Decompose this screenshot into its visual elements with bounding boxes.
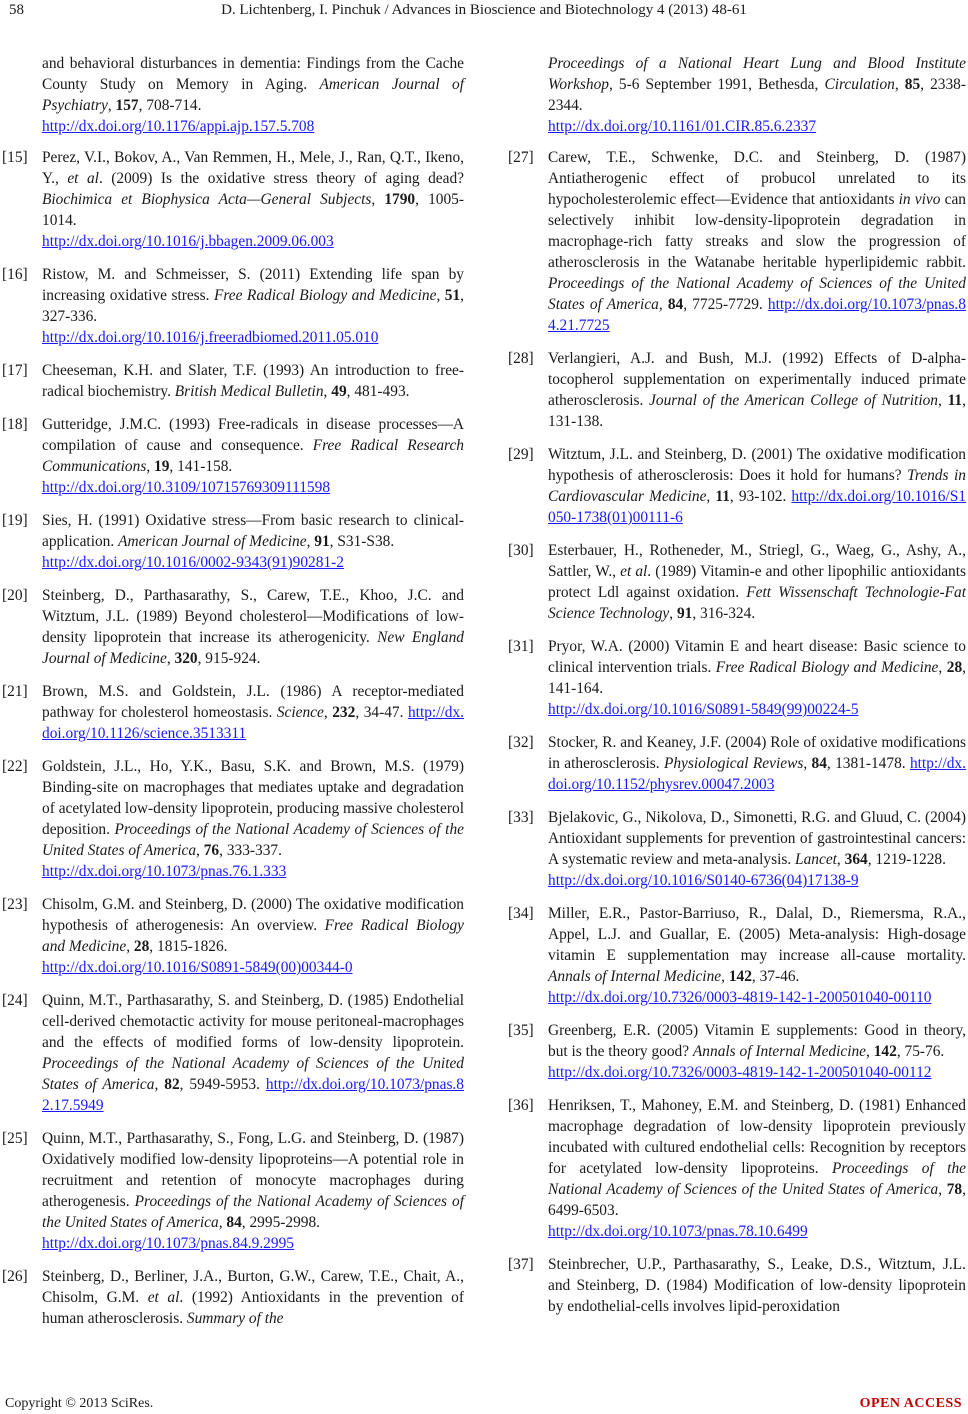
reference-25: [25] Quinn, M.T., Parthasarathy, S., Fong, L.G. and Steinberg, D. (1987) Oxidatively modified low-density lipoproteins—A potential role in recruitment and retention of monocyte macrophages during atherogenesis. Proceedings of the National Academy of Sciences of the United States of America, 84, 2995-2998. http://dx.doi.org/10.1073/pnas.84.9.2995 xyxy=(2,1130,464,1252)
copyright-notice: Copyright © 2013 SciRes. xyxy=(5,1396,154,1411)
reference-number: [28] xyxy=(508,350,534,367)
doi-link[interactable]: http://dx.doi.org/10.7326/0003-4819-142-1-200501040-00112 xyxy=(548,1064,932,1081)
reference-number: [31] xyxy=(508,638,534,655)
reference-20: [20] Steinberg, D., Parthasarathy, S., Carew, T.E., Khoo, J.C. and Witztum, J.L. (1989) Beyond cholesterol—Modifications of low-density lipoprotein that increase its atherogenicity. New England Journal of Medicine, 320, 915-924. xyxy=(2,587,464,667)
reference-number: [16] xyxy=(2,266,28,283)
doi-link[interactable]: http://dx.doi.org/10.1016/j.bbagen.2009.06.003 xyxy=(42,233,334,250)
reference-column-right xyxy=(508,53,966,1329)
reference-number: [30] xyxy=(508,542,534,559)
reference-15: [15] Perez, V.I., Bokov, A., Van Remmen, H., Mele, J., Ran, Q.T., Ikeno, Y., et al. (2009) Is the oxidative stress theory of aging dead? Biochimica et Biophysica Acta—General Subjects, 1790, 1005-1014. http://dx.doi.org/10.1016/j.bbagen.2009.06.003 xyxy=(2,149,464,250)
doi-link[interactable]: http://dx.doi.org/10.1176/appi.ajp.157.5.708 xyxy=(42,118,315,135)
reference-number: [19] xyxy=(2,512,28,529)
open-access-label: OPEN ACCESS xyxy=(859,1396,962,1411)
reference-number: [24] xyxy=(2,992,28,1009)
reference-number: [25] xyxy=(2,1130,28,1147)
doi-link[interactable]: http://dx.doi.org/10.1016/S0140-6736(04)17138-9 xyxy=(548,872,859,889)
doi-link[interactable]: http://dx.doi.org/10.1073/pnas.84.9.2995 xyxy=(42,1235,294,1252)
reference-33: [33] Bjelakovic, G., Nikolova, D., Simonetti, R.G. and Gluud, C. (2004) Antioxidant supplements for prevention of gastrointestinal cancers: A systematic review and meta-analysis. Lancet, 364, 1219-1228. http://dx.doi.org/10.1016/S0140-6736(04)17138-9 xyxy=(508,809,966,889)
reference-21: [21] Brown, M.S. and Goldstein, J.L. (1986) A receptor-mediated pathway for cholesterol homeostasis. Science, 232, 34-47. http://dx.doi.org/10.1126/science.3513311 xyxy=(2,683,464,742)
reference-23: [23] Chisolm, G.M. and Steinberg, D. (2000) The oxidative modification hypothesis of atherogenesis: An overview. Free Radical Biology and Medicine, 28, 1815-1826. http://dx.doi.org/10.1016/S0891-5849(00)00344-0 xyxy=(2,896,464,976)
reference-19: [19] Sies, H. (1991) Oxidative stress—From basic research to clinical-application. American Journal of Medicine, 91, S31-S38. http://dx.doi.org/10.1016/0002-9343(91)90281-2 xyxy=(2,512,464,571)
reference-number: [36] xyxy=(508,1097,534,1114)
reference-number: [34] xyxy=(508,905,534,922)
reference-number: [22] xyxy=(2,758,28,775)
reference-30: [30] Esterbauer, H., Rotheneder, M., Striegl, G., Waeg, G., Ashy, A., Sattler, W., et al. (1989) Vitamin-e and other lipophilic antioxidants protect Ldl against oxidation. Fett Wissenschaft Technologie-Fat Science Technology, 91, 316-324. xyxy=(508,542,966,622)
doi-link[interactable]: http://dx.doi.org/10.1016/S0891-5849(99)00224-5 xyxy=(548,701,859,718)
reference-number: [29] xyxy=(508,446,534,463)
reference-number: [33] xyxy=(508,809,534,826)
reference-continued: Proceedings of a National Heart Lung and Blood Institute Workshop, 5-6 September 1991, Bethesda, Circulation, 85, 2338-2344. http://dx.doi.org/10.1161/01.CIR.85.6.2337 xyxy=(548,55,966,135)
reference-29: [29] Witztum, J.L. and Steinberg, D. (2001) The oxidative modification hypothesis of atherosclerosis: Does it hold for humans? Trends in Cardiovascular Medicine, 11, 93-102. http://dx.doi.org/10.1016/S1050-1738(01)00111-6 xyxy=(508,446,966,526)
reference-number: [15] xyxy=(2,149,28,166)
reference-27: [27] Carew, T.E., Schwenke, D.C. and Steinberg, D. (1987) Antiatherogenic effect of probucol unrelated to its hypocholesterolemic effect—Evidence that antioxidants in vivo can selectively inhibit low-density-lipoprotein degradation in macrophage-rich fatty streaks and slow the progression of atherosclerosis in the Watanabe heritable hyperlipidemic rabbit. Proceedings of the National Academy of Sciences of the United States of America, 84, 7725-7729. http://dx.doi.org/10.1073/pnas.84.21.7725 xyxy=(508,149,966,334)
reference-31: [31] Pryor, W.A. (2000) Vitamin E and heart disease: Basic science to clinical intervention trials. Free Radical Biology and Medicine, 28, 141-164. http://dx.doi.org/10.1016/S0891-5849(99)00224-5 xyxy=(508,638,966,718)
doi-link[interactable]: http://dx.doi.org/10.1016/0002-9343(91)90281-2 xyxy=(42,554,344,571)
doi-link[interactable]: http://dx.doi.org/10.7326/0003-4819-142-1-200501040-00110 xyxy=(548,989,932,1006)
doi-link[interactable]: http://dx.doi.org/10.1073/pnas.78.10.6499 xyxy=(548,1223,808,1240)
doi-link[interactable]: http://dx.doi.org/10.1073/pnas.82.17.5949 xyxy=(42,1076,464,1114)
reference-number: [32] xyxy=(508,734,534,751)
reference-column-left xyxy=(2,53,464,1341)
reference-18: [18] Gutteridge, J.M.C. (1993) Free-radicals in disease processes—A compilation of cause and consequence. Free Radical Research Communications, 19, 141-158. http://dx.doi.org/10.3109/10715769309111598 xyxy=(2,416,464,496)
reference-number: [18] xyxy=(2,416,28,433)
reference-number: [21] xyxy=(2,683,28,700)
reference-number: [35] xyxy=(508,1022,534,1039)
doi-link[interactable]: http://dx.doi.org/10.1073/pnas.76.1.333 xyxy=(42,863,287,880)
reference-37: [37] Steinbrecher, U.P., Parthasarathy, S., Leake, D.S., Witztum, J.L. and Steinberg, D. (1984) Modification of low-density lipoprotein by endothelial-cells involves lipid-peroxidation xyxy=(508,1256,966,1315)
doi-link[interactable]: http://dx.doi.org/10.1152/physrev.00047.2003 xyxy=(548,755,966,793)
reference-28: [28] Verlangieri, A.J. and Bush, M.J. (1992) Effects of D-alpha-tocopherol supplementation on experimentally induced primate atherosclerosis. Journal of the American College of Nutrition, 11, 131-138. xyxy=(508,350,966,430)
reference-34: [34] Miller, E.R., Pastor-Barriuso, R., Dalal, D., Riemersma, R.A., Appel, L.J. and Guallar, E. (2005) Meta-analysis: High-dosage vitamin E supplementation may increase all-cause mortality. Annals of Internal Medicine, 142, 37-46. http://dx.doi.org/10.7326/0003-4819-142-1-200501040-00110 xyxy=(508,905,966,1006)
page-header xyxy=(0,0,968,24)
page-number: 58 xyxy=(9,2,24,18)
reference-24: [24] Quinn, M.T., Parthasarathy, S. and Steinberg, D. (1985) Endothelial cell-derived chemotactic activity for mouse peritoneal-macrophages and the effects of modified forms of low-density lipoprotein. Proceedings of the National Academy of Sciences of the United States of America, 82, 5949-5953. http://dx.doi.org/10.1073/pnas.82.17.5949 xyxy=(2,992,464,1114)
reference-number: [20] xyxy=(2,587,28,604)
doi-link[interactable]: http://dx.doi.org/10.1016/j.freeradbiomed.2011.05.010 xyxy=(42,329,379,346)
doi-link[interactable]: http://dx.doi.org/10.1126/science.3513311 xyxy=(42,704,464,742)
reference-36: [36] Henriksen, T., Mahoney, E.M. and Steinberg, D. (1981) Enhanced macrophage degradation of low-density lipoprotein previously incubated with cultured endothelial cells: Recognition by receptors for acetylated low-density lipoproteins. Proceedings of the National Academy of Sciences of the United States of America, 78, 6499-6503. http://dx.doi.org/10.1073/pnas.78.10.6499 xyxy=(508,1097,966,1240)
page-footer xyxy=(0,1394,968,1414)
reference-17: [17] Cheeseman, K.H. and Slater, T.F. (1993) An introduction to free-radical biochemistry. British Medical Bulletin, 49, 481-493. xyxy=(2,362,464,400)
reference-number: [23] xyxy=(2,896,28,913)
doi-link[interactable]: http://dx.doi.org/10.1073/pnas.84.21.7725 xyxy=(548,296,966,334)
reference-number: [26] xyxy=(2,1268,28,1285)
doi-link[interactable]: http://dx.doi.org/10.1161/01.CIR.85.6.2337 xyxy=(548,118,817,135)
doi-link[interactable]: http://dx.doi.org/10.1016/S0891-5849(00)00344-0 xyxy=(42,959,353,976)
reference-26: [26] Steinberg, D., Berliner, J.A., Burton, G.W., Carew, T.E., Chait, A., Chisolm, G.M. et al. (1992) Antioxidants in the prevention of human atherosclerosis. Summary of the xyxy=(2,1268,464,1327)
doi-link[interactable]: http://dx.doi.org/10.1016/S1050-1738(01)00111-6 xyxy=(548,488,966,526)
reference-number: [17] xyxy=(2,362,28,379)
reference-continued: and behavioral disturbances in dementia: Findings from the Cache County Study on Memory in Aging. American Journal of Psychiatry, 157, 708-714. http://dx.doi.org/10.1176/appi.ajp.157.5.708 xyxy=(42,55,464,135)
running-head: D. Lichtenberg, I. Pinchuk / Advances in Bioscience and Biotechnology 4 (2013) 48-61 xyxy=(221,2,747,18)
reference-32: [32] Stocker, R. and Keaney, J.F. (2004) Role of oxidative modifications in atherosclerosis. Physiological Reviews, 84, 1381-1478. http://dx.doi.org/10.1152/physrev.00047.2003 xyxy=(508,734,966,793)
reference-35: [35] Greenberg, E.R. (2005) Vitamin E supplements: Good in theory, but is the theory good? Annals of Internal Medicine, 142, 75-76. http://dx.doi.org/10.7326/0003-4819-142-1-200501040-00112 xyxy=(508,1022,966,1081)
doi-link[interactable]: http://dx.doi.org/10.3109/10715769309111598 xyxy=(42,479,331,496)
reference-number: [27] xyxy=(508,149,534,166)
reference-number: [37] xyxy=(508,1256,534,1273)
reference-16: [16] Ristow, M. and Schmeisser, S. (2011) Extending life span by increasing oxidative stress. Free Radical Biology and Medicine, 51, 327-336. http://dx.doi.org/10.1016/j.freeradbiomed.2011.05.010 xyxy=(2,266,465,346)
reference-22: [22] Goldstein, J.L., Ho, Y.K., Basu, S.K. and Brown, M.S. (1979) Binding-site on macrophages that mediates uptake and degradation of acetylated low-density lipoprotein, producing massive cholesterol deposition. Proceedings of the National Academy of Sciences of the United States of America, 76, 333-337. http://dx.doi.org/10.1073/pnas.76.1.333 xyxy=(2,758,464,880)
